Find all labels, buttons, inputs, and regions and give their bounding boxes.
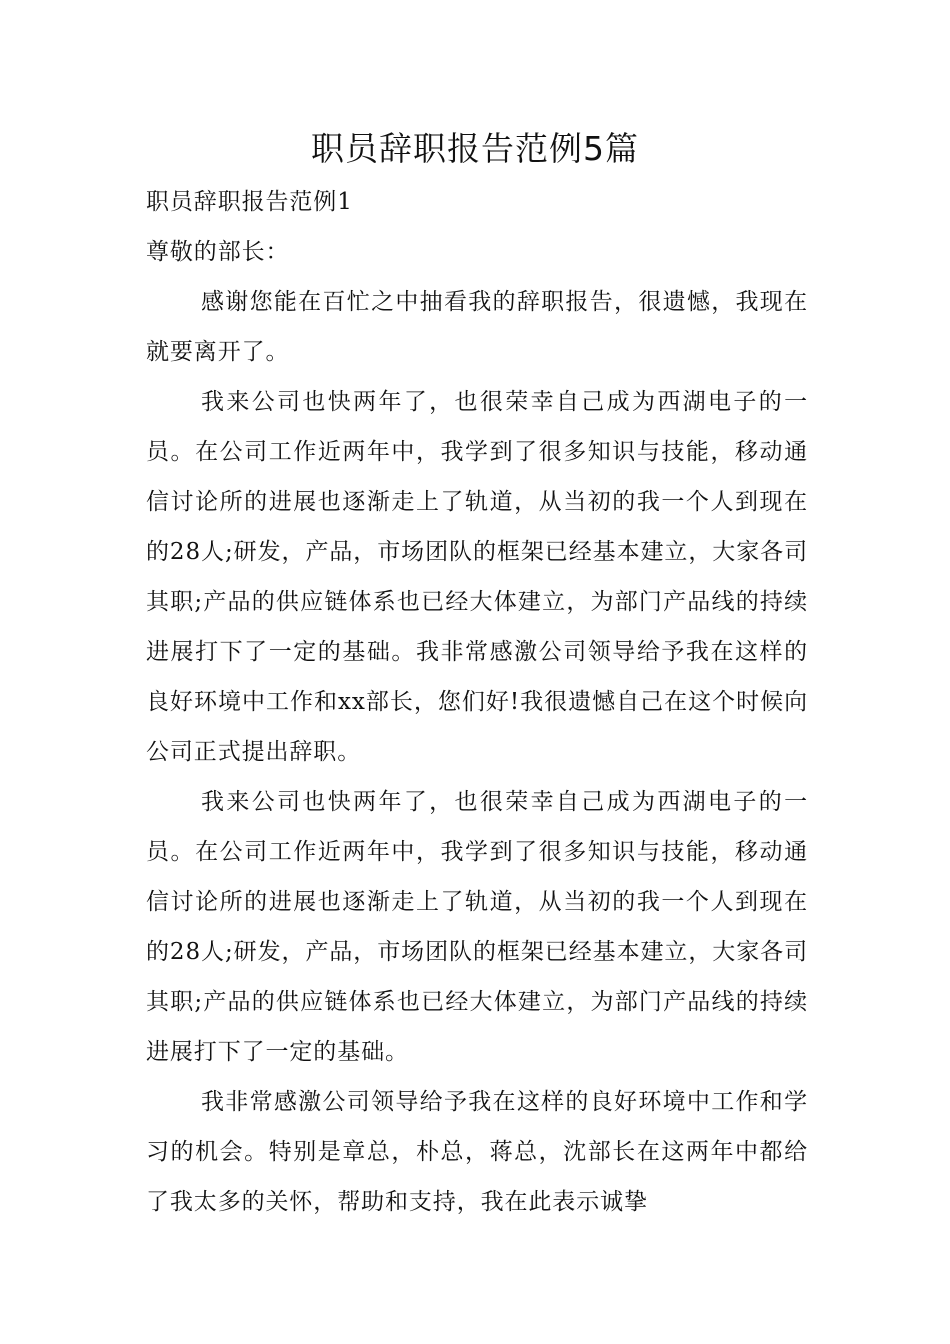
- salutation: 尊敬的部长：: [146, 239, 290, 265]
- document-title: 职员辞职报告范例5篇: [311, 129, 639, 168]
- paragraph-2: 我来公司也快两年了，也很荣幸自己成为西湖电子的一员。在公司工作近两年中，我学到了很多知识与技能，移动通信讨论所的进展也逐渐走上了轨道，从当初的我一个人到现在的28人;研发，产品，市场团队的框架已经基本建立，大家各司其职;产品的供应链体系也已经大体建立，为部门产品线的持续进展打下了一定的基础。我非常感激公司领导给予我在这样的良好环境中工作和xx部长，您们好!我很遗憾自己在这个时候向公司正式提出辞职。: [146, 389, 808, 765]
- paragraph-4: 我非常感激公司领导给予我在这样的良好环境中工作和学习的机会。特别是章总，朴总，蒋总，沈部长在这两年中都给了我太多的关怀，帮助和支持，我在此表示诚挚: [146, 1089, 808, 1215]
- section-heading: 职员辞职报告范例1: [146, 189, 353, 215]
- document-body: [146, 177, 808, 1227]
- paragraph-1: 感谢您能在百忙之中抽看我的辞职报告，很遗憾，我现在就要离开了。: [146, 289, 808, 365]
- paragraph-3: 我来公司也快两年了，也很荣幸自己成为西湖电子的一员。在公司工作近两年中，我学到了很多知识与技能，移动通信讨论所的进展也逐渐走上了轨道，从当初的我一个人到现在的28人;研发，产品，市场团队的框架已经基本建立，大家各司其职;产品的供应链体系也已经大体建立，为部门产品线的持续进展打下了一定的基础。: [146, 789, 808, 1065]
